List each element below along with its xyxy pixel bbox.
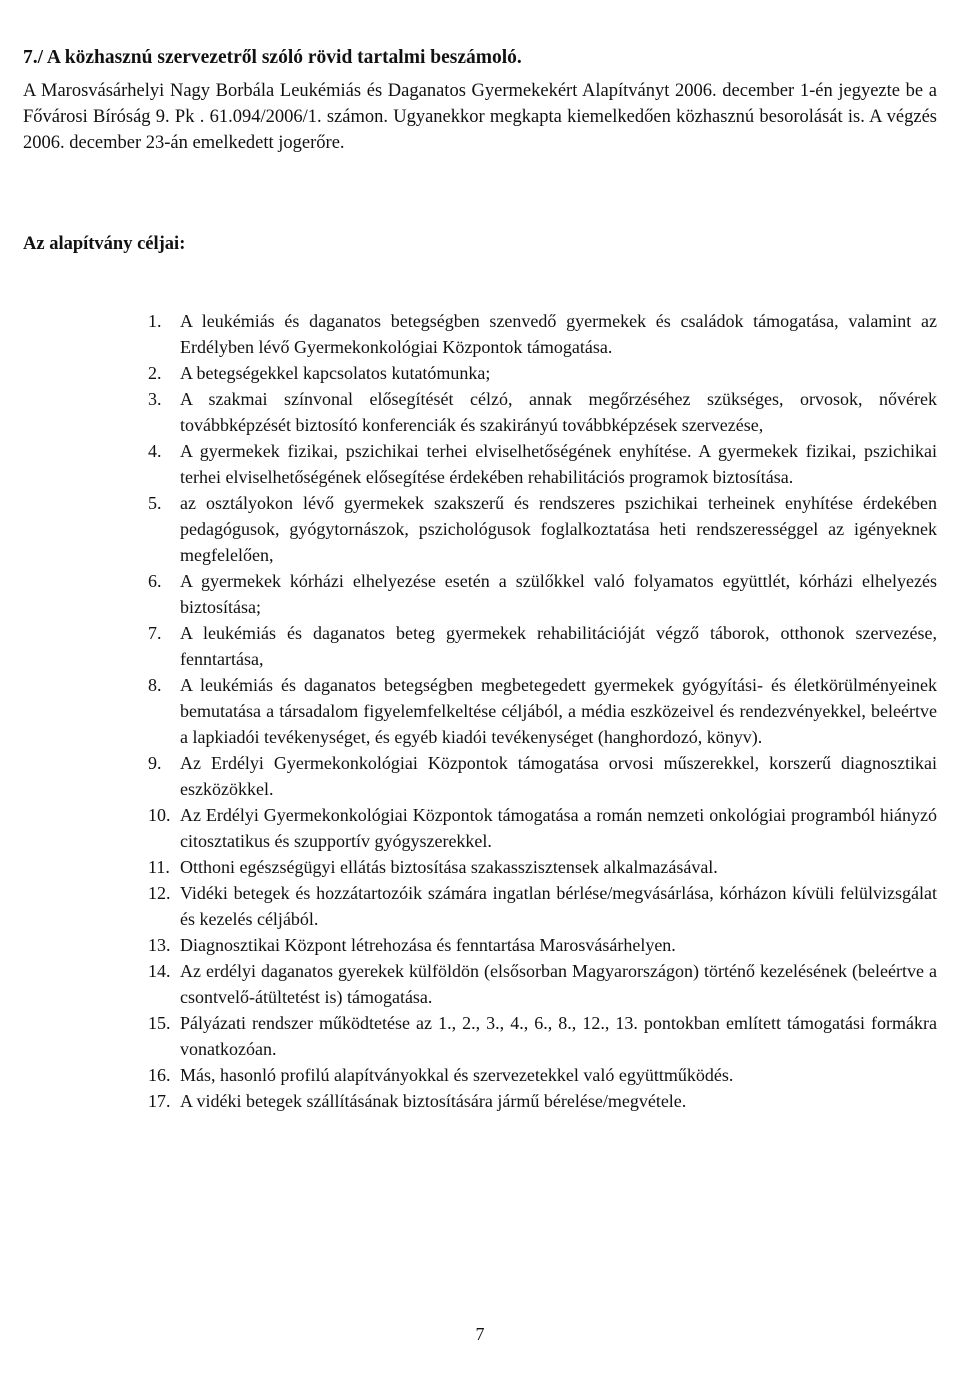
list-item-number: 14. bbox=[148, 961, 171, 981]
list-item bbox=[23, 568, 937, 620]
list-item-number: 12. bbox=[148, 883, 171, 903]
list-item bbox=[23, 958, 937, 1010]
list-item bbox=[23, 932, 937, 958]
list-item-text: A leukémiás és daganatos beteg gyermekek rehabilitációját végző táborok, otthonok szervezése, fenntartása, bbox=[180, 623, 937, 669]
list-item-number: 13. bbox=[148, 935, 171, 955]
list-item-text: Vidéki betegek és hozzátartozóik számára ingatlan bérlése/megvásárlása, kórházon kívüli felülvizsgálat és kezelés céljából. bbox=[180, 883, 937, 929]
list-item-text: Az Erdélyi Gyermekonkológiai Központok támogatása orvosi műszerekkel, korszerű diagnosztikai eszközökkel. bbox=[180, 753, 937, 799]
list-item-number: 11. bbox=[148, 857, 170, 877]
list-item bbox=[23, 880, 937, 932]
list-item-text: Más, hasonló profilú alapítványokkal és szervezetekkel való együttműködés. bbox=[180, 1065, 734, 1085]
intro-paragraph: A Marosvásárhelyi Nagy Borbála Leukémiás és Daganatos Gyermekekért Alapítványt 2006. december 1-én jegyezte be a Fővárosi Bíróság 9. Pk . 61.094/2006/1. számon. Ugyanekkor megkapta kiemelkedően közhasznú besorolását is. A végzés 2006. december 23-án emelkedett jogerőre. bbox=[23, 81, 937, 153]
list-item bbox=[23, 360, 937, 386]
list-item-text: A gyermekek kórházi elhelyezése esetén a szülőkkel való folyamatos együttlét, kórházi elhelyezés biztosítása; bbox=[180, 571, 937, 617]
list-item bbox=[23, 854, 937, 880]
list-item-text: A leukémiás és daganatos betegségben megbetegedett gyermekek gyógyítási- és életkörülményeinek bemutatása a társadalom figyelemfelkeltése céljából, a média eszközeivel és rendezvényekkel, beleértve a lapkiadói tevékenységet, és egyéb kiadói tevékenységet (hanghordozó, könyv). bbox=[180, 675, 937, 747]
goals-list bbox=[23, 308, 937, 1114]
list-item-text: Otthoni egészségügyi ellátás biztosítása szakasszisztensek alkalmazásával. bbox=[180, 857, 718, 877]
list-item-number: 10. bbox=[148, 805, 171, 825]
list-item-number: 4. bbox=[148, 441, 162, 461]
list-item-text: A vidéki betegek szállításának biztosítására jármű bérelése/megvétele. bbox=[180, 1091, 687, 1111]
list-item-number: 16. bbox=[148, 1065, 171, 1085]
list-item-number: 8. bbox=[148, 675, 162, 695]
list-item-number: 9. bbox=[148, 753, 162, 773]
list-item-number: 3. bbox=[148, 389, 162, 409]
list-item-number: 17. bbox=[148, 1091, 171, 1111]
list-item bbox=[23, 490, 937, 568]
list-item-text: Pályázati rendszer működtetése az 1., 2., 3., 4., 6., 8., 12., 13. pontokban említett támogatási formákra vonatkozóan. bbox=[180, 1013, 937, 1059]
list-item-text: A gyermekek fizikai, pszichikai terhei elviselhetőségének enyhítése. A gyermekek fizikai, pszichikai terhei elviselhetőségének elősegítése érdekében rehabilitációs programok biztosítása. bbox=[180, 441, 937, 487]
list-item bbox=[23, 1062, 937, 1088]
list-item bbox=[23, 1088, 937, 1114]
list-item-text: Diagnosztikai Központ létrehozása és fenntartása Marosvásárhelyen. bbox=[180, 935, 676, 955]
list-item bbox=[23, 672, 937, 750]
list-item-text: az osztályokon lévő gyermekek szakszerű és rendszeres pszichikai terheinek enyhítése érdekében pedagógusok, gyógytornászok, pszichológusok foglalkoztatása heti rendszerességgel az igényeknek megfelelően, bbox=[180, 493, 937, 565]
list-item-text: A betegségekkel kapcsolatos kutatómunka; bbox=[180, 363, 491, 383]
list-item bbox=[23, 386, 937, 438]
list-item-number: 5. bbox=[148, 493, 162, 513]
list-item-text: Az erdélyi daganatos gyerekek külföldön (elsősorban Magyarországon) történő kezelésének (beleértve a csontvelő-átültetést is) támogatása. bbox=[180, 961, 937, 1007]
page-number: 7 bbox=[475, 1324, 485, 1344]
goals-subheading: Az alapítvány céljai: bbox=[23, 234, 186, 254]
list-item bbox=[23, 1010, 937, 1062]
list-item bbox=[23, 802, 937, 854]
list-item-number: 15. bbox=[148, 1013, 171, 1033]
list-item-text: A szakmai színvonal elősegítését célzó, annak megőrzéséhez szükséges, orvosok, nővérek továbbképzését biztosító konferenciák és szakirányú továbbképzések szervezése, bbox=[180, 389, 937, 435]
list-item bbox=[23, 308, 937, 360]
list-item bbox=[23, 438, 937, 490]
list-item-number: 7. bbox=[148, 623, 162, 643]
list-item-number: 2. bbox=[148, 363, 162, 383]
section-heading: 7./ A közhasznú szervezetről szóló rövid tartalmi beszámoló. bbox=[23, 47, 522, 68]
list-item-number: 1. bbox=[148, 311, 162, 331]
list-item bbox=[23, 620, 937, 672]
list-item-number: 6. bbox=[148, 571, 162, 591]
list-item-text: Az Erdélyi Gyermekonkológiai Központok támogatása a román nemzeti onkológiai programból hiányzó citosztatikus és szupportív gyógyszerekkel. bbox=[180, 805, 937, 851]
list-item-text: A leukémiás és daganatos betegségben szenvedő gyermekek és családok támogatása, valamint az Erdélyben lévő Gyermekonkológiai Központok támogatása. bbox=[180, 311, 937, 357]
list-item bbox=[23, 750, 937, 802]
